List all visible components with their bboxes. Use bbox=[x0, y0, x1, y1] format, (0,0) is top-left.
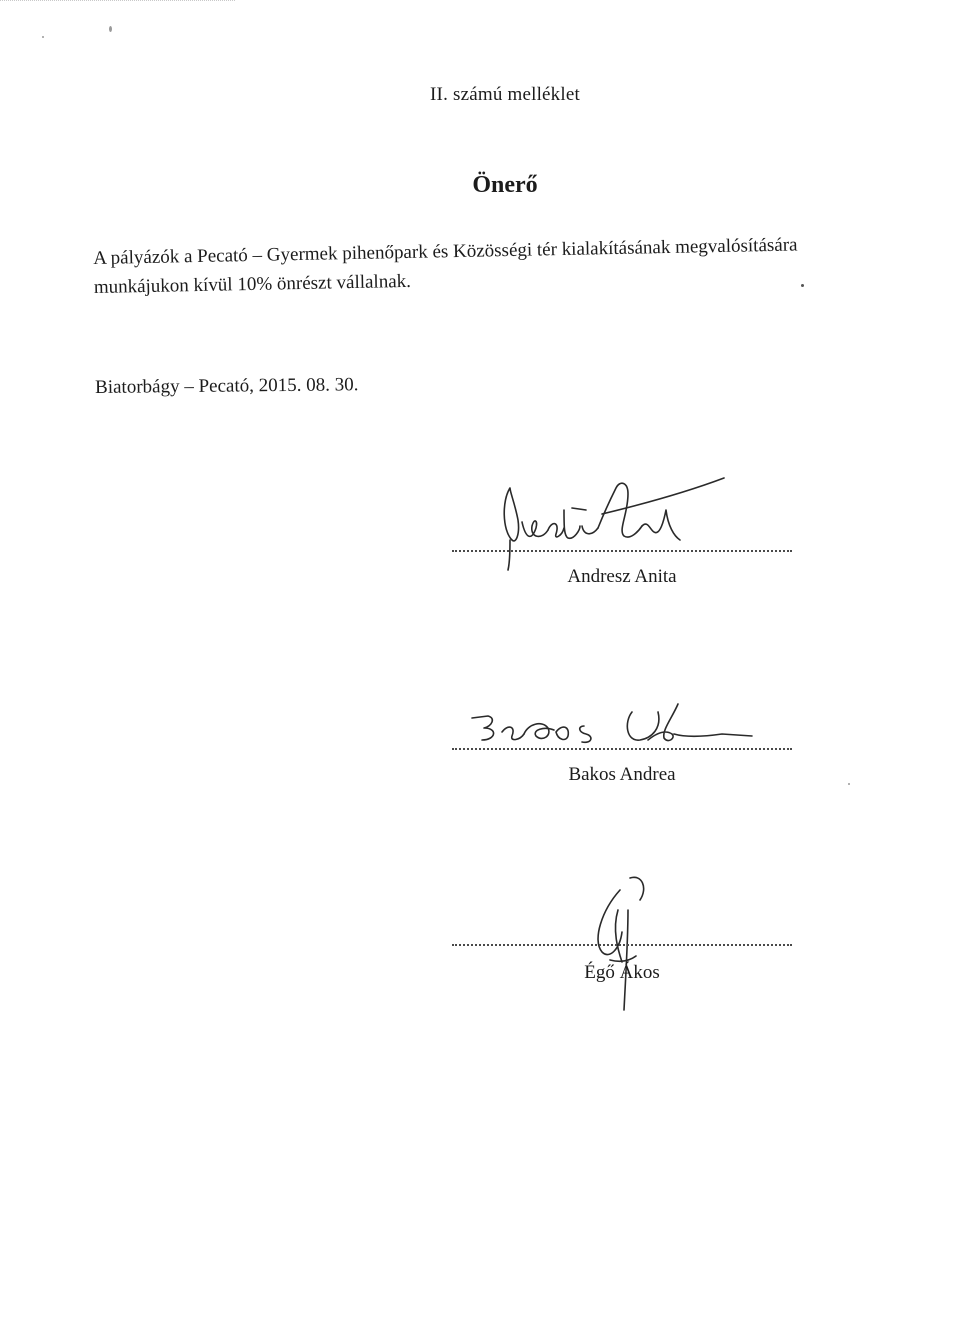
handwritten-signature bbox=[452, 870, 792, 1030]
body-line: munkájukon kívül 10% önrészt vállalnak. bbox=[93, 270, 412, 298]
signature-line bbox=[452, 748, 792, 750]
signatory-name: Bakos Andrea bbox=[568, 764, 676, 785]
scan-speck bbox=[42, 36, 44, 38]
scan-speck bbox=[848, 783, 850, 785]
body-line: A pályázók a Pecató – Gyermek pihenőpark és Közösségi tér kialakításának megvalósítására bbox=[93, 234, 798, 269]
document-heading: Önerő bbox=[472, 172, 538, 198]
scan-speck bbox=[109, 26, 112, 32]
scan-edge-dots bbox=[0, 0, 235, 2]
signature-line bbox=[452, 944, 792, 946]
annex-title: II. számú melléklet bbox=[430, 84, 580, 105]
body-paragraph bbox=[93, 229, 874, 302]
signature-block bbox=[452, 470, 792, 595]
signature-line bbox=[452, 550, 792, 552]
signatory-name: Égő Ákos bbox=[584, 962, 660, 983]
handwritten-signature bbox=[452, 470, 742, 580]
signatory-name: Andresz Anita bbox=[567, 566, 677, 587]
signature-block bbox=[452, 870, 792, 1030]
handwritten-signature bbox=[452, 690, 792, 750]
place-and-date: Biatorbágy – Pecató, 2015. 08. 30. bbox=[95, 374, 359, 398]
signature-block bbox=[452, 690, 792, 790]
